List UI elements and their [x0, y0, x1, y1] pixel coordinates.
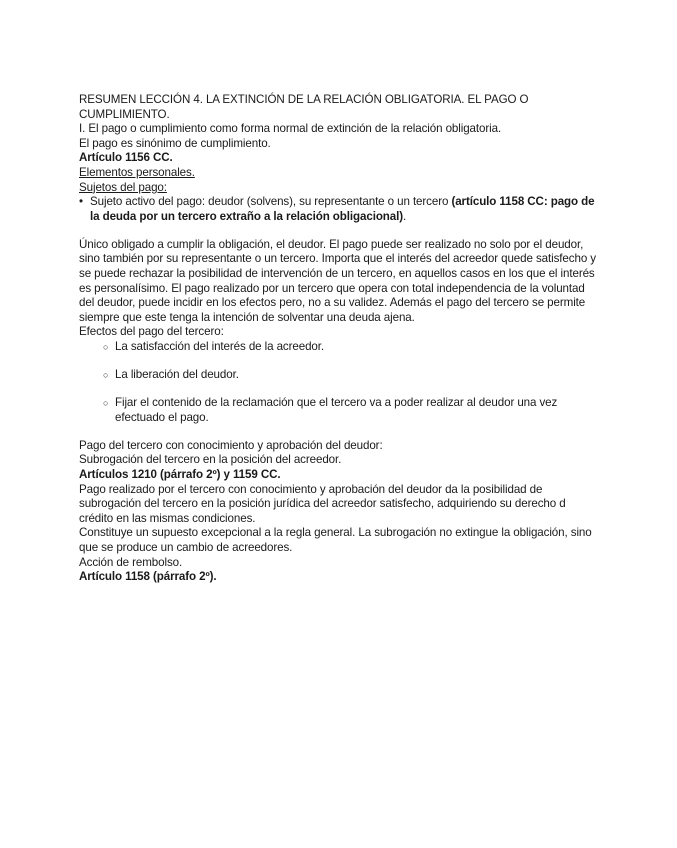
debtor-paragraph: Único obligado a cumplir la obligación, el deudor. El pago puede ser realizado no solo por el deudor, sino también por su representante o un tercero. Importa que el interés del acreedor quede satisfecho y se puede rechazar la posibilidad de intervención de un tercero, en aquellos casos en los que el interés es personalísimo. El pago realizado por un tercero que opera con total independencia de la voluntad del deudor, puede incidir en los efectos pero, no a su validez. Además el pago del tercero se permite siempre que este tenga la intención de solventar una deuda ajena. [79, 237, 596, 324]
circle-bullet-icon: ○ [103, 370, 109, 381]
effects-list [103, 340, 599, 425]
document-title: RESUMEN LECCIÓN 4. LA EXTINCIÓN DE LA RELACIÓN OBLIGATORIA. EL PAGO O CUMPLIMIENTO. [79, 93, 529, 121]
article-1158: Artículo 1158 (párrafo 2º). [79, 570, 217, 584]
subrogation-heading: Subrogación del tercero en la posición del acreedor. [79, 453, 342, 467]
bullet-text [90, 195, 599, 224]
document-page [79, 93, 599, 585]
payment-subjects-heading: Sujetos del pago: [79, 180, 167, 194]
list-item-text: Fijar el contenido de la reclamación que el tercero va a poder realizar al deudor una vez efectuado el pago. [115, 396, 558, 424]
intro-paragraph: El pago es sinónimo de cumplimiento. [79, 136, 271, 150]
list-item [103, 396, 599, 425]
bullet-bold-text: (artículo 1158 CC: pago de la deuda por un tercero extraño a la relación obligacional) [90, 195, 595, 223]
circle-bullet-icon: ○ [103, 398, 109, 409]
articles-1210-1159: Artículos 1210 (párrafo 2º) y 1159 CC. [79, 468, 281, 482]
bullet-marker: • [79, 195, 83, 209]
list-item [103, 368, 599, 383]
bullet-plain-text: Sujeto activo del pago: deudor (solvens), su representante o un tercero [90, 195, 452, 209]
list-item-text: La liberación del deudor. [115, 368, 239, 382]
with-knowledge-heading: Pago del tercero con conocimiento y aprobación del deudor: [79, 438, 383, 452]
list-item [103, 340, 599, 355]
third-party-effects-heading: Efectos del pago del tercero: [79, 325, 224, 339]
personal-elements-heading: Elementos personales. [79, 165, 195, 179]
circle-bullet-icon: ○ [103, 342, 109, 352]
list-item-text: La satisfacción del interés de la acreedor. [115, 340, 325, 353]
bullet-tail: . [403, 209, 407, 223]
reimbursement-heading: Acción de rembolso. [79, 555, 183, 569]
subrogation-paragraph: Pago realizado por el tercero con conocimiento y aprobación del deudor da la posibilidad de subrogación del tercero en la posición jurídica del acreedor satisfecho, adquiriendo su derecho d crédito en las mismas condiciones. [79, 482, 566, 525]
bullet-item-active-subject [79, 195, 599, 224]
section-heading: I. El pago o cumplimiento como forma normal de extinción de la relación obligatoria. [79, 122, 502, 136]
article-1156: Artículo 1156 CC. [79, 151, 173, 165]
exception-paragraph: Constituye un supuesto excepcional a la regla general. La subrogación no extingue la obligación, sino que se produce un cambio de acreedores. [79, 526, 592, 555]
